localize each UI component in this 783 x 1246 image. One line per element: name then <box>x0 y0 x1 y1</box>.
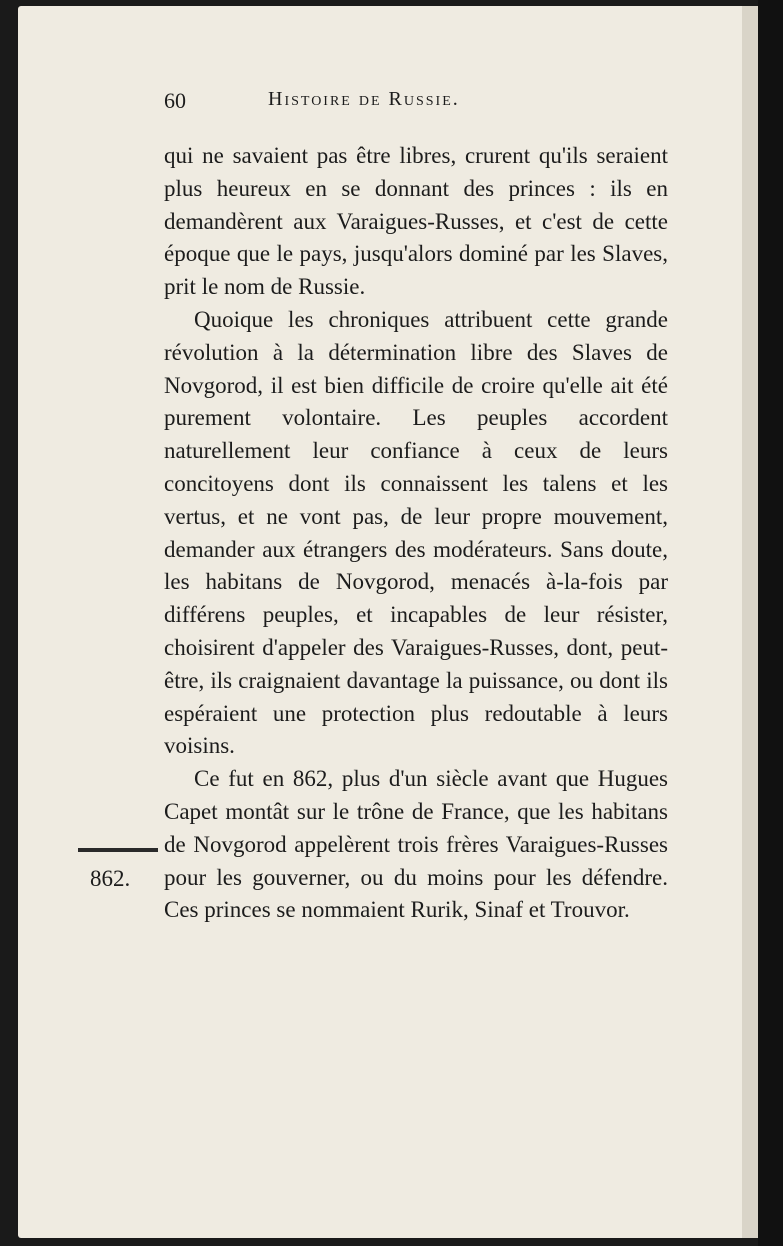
paragraph-3: Ce fut en 862, plus d'un siècle avant que Hugues Capet montât sur le trône de France, que les habitans de Novgorod appelèrent trois frères Varaigues-Russes pour les gouverner, ou du moins pour les défendre. Ces princes se nommaient Rurik, Sinaf et Trouvor. <box>164 766 668 923</box>
page-number: 60 <box>164 88 186 113</box>
margin-rule <box>78 848 158 852</box>
running-title: Histoire de Russie. <box>268 88 460 110</box>
page-edge <box>742 6 758 1238</box>
body-text <box>164 140 668 927</box>
margin-year: 862. <box>90 866 131 891</box>
paragraph-1: qui ne savaient pas être libres, crurent qu'ils seraient plus heureux en se donnant des princes : ils en demandèrent aux Varaigues-Russes, et c'est de cette époque que le pays, jusqu'alors dominé par les Slaves, prit le nom de Russie. <box>164 143 668 300</box>
paragraph-2: Quoique les chroniques attribuent cette grande révolution à la détermination libre des Slaves de Novgorod, il est bien difficile de croire qu'elle ait été purement volontaire. Les peuples accordent naturellement leur confiance à ceux de leurs concitoyens dont ils connaissent les talens et les vertus, et ne vont pas, de leur propre mouvement, demander aux étrangers des modérateurs. Sans doute, les habitans de Novgorod, menacés à-la-fois par différens peuples, et incapables de leur résister, choisirent d'appeler des Varaigues-Russes, dont, peut-être, ils craignaient davantage la puissance, ou dont ils espéraient une protection plus redoutable à leurs voisins. <box>164 306 668 759</box>
book-spine <box>758 0 783 1246</box>
